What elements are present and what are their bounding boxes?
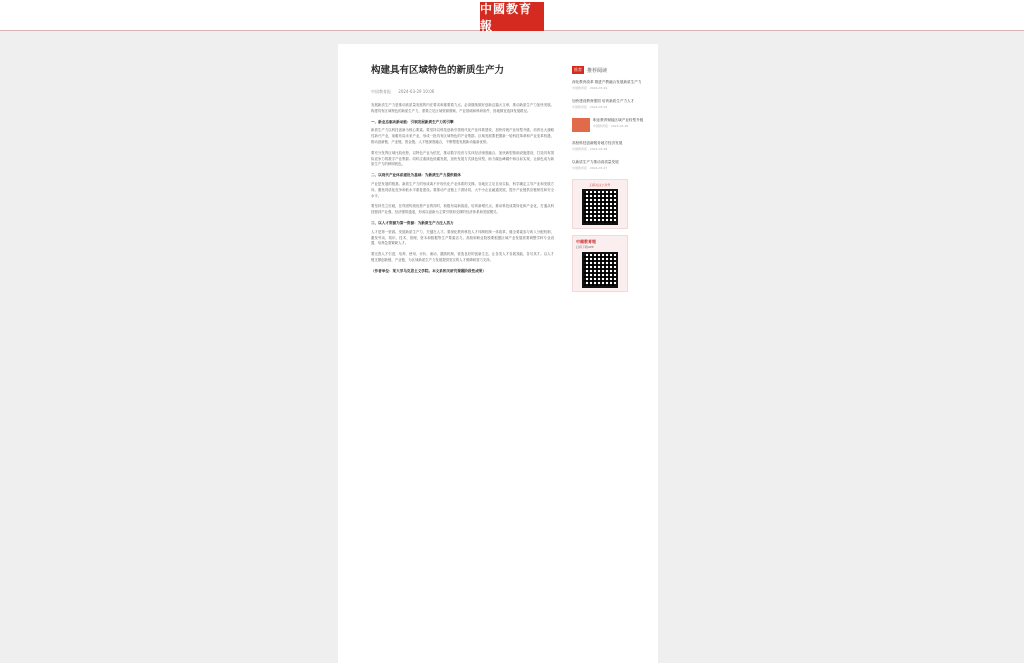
qr-code-icon bbox=[582, 252, 618, 288]
recommend-item[interactable] bbox=[572, 118, 652, 132]
recommend-item[interactable] bbox=[572, 80, 652, 90]
recommend-item-title[interactable]: 高校科技创新服务地方经济发展 bbox=[572, 141, 623, 145]
recommend-item-meta: 中国教育报 · 2024-03-28 bbox=[593, 124, 629, 128]
wechat-qr-caption: 扫码关注公众号 bbox=[589, 183, 611, 187]
recommend-item[interactable] bbox=[572, 99, 652, 109]
app-qr-card bbox=[572, 235, 628, 292]
article-body bbox=[371, 64, 554, 275]
recommend-tag: 推荐 bbox=[574, 67, 582, 72]
paragraph: 人才是第一资源。发展新质生产力，关键在人才。要深化教育科技人才体制机制一体改革，健全要素参与收入分配机制，激发劳动、知识、技术、管理、资本和数据等生产要素活力。高校和职业院校要根据区域产业发展需要调整学科专业设置，培养急需紧缺人才。 bbox=[371, 229, 554, 246]
paragraph: 要坚持先立后破，在巩固传统优势产业的同时，积极布局新赛道，培育新增长点。推动科技成果转化和产业化，打通从科技强到产业强、经济强的通道，形成以创新为主要引领和支撑的经济体系和发展模式。 bbox=[371, 204, 554, 215]
recommend-item-meta: 中国教育报 · 2024-03-29 bbox=[572, 86, 608, 90]
recommend-item-meta: 中国教育报 · 2024-03-28 bbox=[572, 147, 608, 151]
recommend-item[interactable] bbox=[572, 141, 652, 151]
paragraph: 新质生产力以科技创新为核心要素。要坚持以科技创新引领现代化产业体系建设，加快传统产业转型升级，培育壮大战略性新兴产业，前瞻布局未来产业，形成一批具有区域特色的产业集群。区域发展要把握新一轮科技革命和产业变革机遇，推动创新链、产业链、资金链、人才链深度融合，不断塑造发展新动能新优势。 bbox=[371, 128, 554, 144]
paragraph: 要充分发挥区域比较优势，以特色产业为依托，推动数字经济与实体经济深度融合，加快新型基础设施建设，打造具有国际竞争力的数字产业集群。同时注重绿色低碳发展，加快发展方式绿色转型，助力碳达峰碳中和目标实现，让绿色成为新质生产力的鲜明底色。 bbox=[371, 150, 554, 167]
article-meta bbox=[371, 89, 554, 95]
recommend-thumbnail[interactable] bbox=[572, 118, 590, 132]
qr-code-icon bbox=[582, 189, 618, 225]
recommend-item-meta: 中国教育报 · 2024-03-27 bbox=[572, 166, 608, 170]
author-note: （作者单位：某大学马克思主义学院。本文系相关研究课题阶段性成果） bbox=[371, 268, 486, 273]
wechat-qr-card bbox=[572, 179, 628, 229]
recommend-title: 推荐阅读 bbox=[587, 67, 608, 74]
recommend-item-title[interactable]: 以新质生产力推动高质量发展 bbox=[572, 160, 619, 164]
site-logo[interactable]: 中國教育報 bbox=[480, 2, 544, 31]
article-page bbox=[338, 44, 658, 663]
recommend-item-title[interactable]: 加快建设教育强国 培育新质生产力人才 bbox=[572, 99, 635, 103]
article-source: 中国教育报 bbox=[371, 89, 391, 94]
sidebar bbox=[572, 66, 652, 292]
section-heading: 三、以人才资源为第一资源：为新质生产力注入活力 bbox=[371, 220, 454, 225]
article-date: 2024-03-29 10:06 bbox=[398, 89, 435, 94]
article-content bbox=[371, 103, 554, 264]
app-brand: 中國教育報 bbox=[576, 239, 596, 244]
paragraph: 产业是发展的根基。新质生产力的形成离不开现代化产业体系的支撑。各地应立足自身实际，科学确定主导产业和发展方向，避免同质化竞争和低水平重复建设。要推动产业链上下游协同、大中小企业融通发展，提升产业链供应链韧性和安全水平。 bbox=[371, 181, 554, 198]
article-title: 构建具有区域特色的新质生产力 bbox=[371, 65, 505, 76]
recommend-item-title[interactable]: 职业教育赋能区域产业转型升级 bbox=[593, 118, 644, 122]
recommend-item-title[interactable]: 深化教育改革 推进产教融合发展新质生产力 bbox=[572, 80, 642, 84]
app-download-caption: 扫码下载APP bbox=[576, 245, 594, 249]
section-heading: 一、新业态驱动新动能：引领发展新质生产力的引擎 bbox=[371, 119, 454, 124]
recommend-item-meta: 中国教育报 · 2024-03-29 bbox=[572, 105, 608, 109]
recommend-header bbox=[572, 66, 652, 74]
recommend-item[interactable] bbox=[572, 160, 652, 170]
paragraph: 发展新质生产力是推动高质量发展的内在要求和重要着力点。必须继续做好创新这篇大文章，推动新质生产力加快发展。构建具有区域特色的新质生产力，需要立足区域资源禀赋、产业基础和科研条件，因地制宜选择发展路径。 bbox=[371, 103, 554, 113]
section-heading: 二、以现代产业体系建设为基础：为新质生产力提供载体 bbox=[371, 173, 461, 178]
paragraph: 要完善人才引进、培养、使用、评价、流动、激励机制，营造良好的创新生态，让各类人才各展其能、各尽其才。以人才链支撑创新链、产业链，为区域新质生产力发展提供坚实的人才保障和智力支持。 bbox=[371, 252, 554, 262]
top-bar bbox=[0, 0, 1024, 31]
